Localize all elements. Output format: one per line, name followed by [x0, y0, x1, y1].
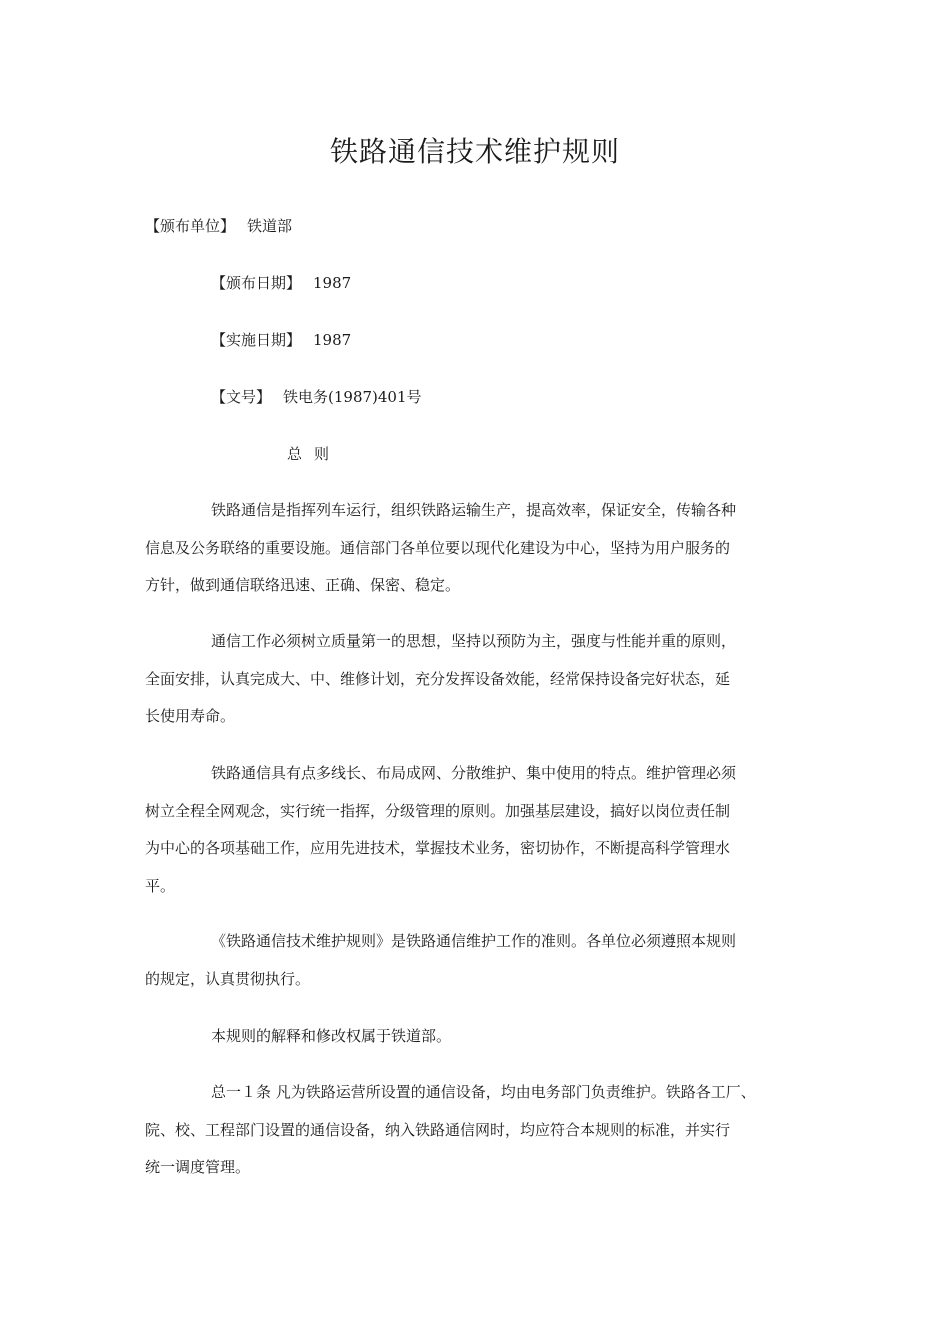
meta-label: 【实施日期】 — [211, 331, 302, 349]
paragraph-line: 全面安排，认真完成大、中、维修计划，充分发挥设备效能，经常保持设备完好状态，延 — [145, 669, 731, 688]
paragraph-line: 的规定，认真贯彻执行。 — [145, 969, 311, 988]
paragraph-3 — [145, 755, 805, 905]
meta-document-number — [211, 386, 422, 408]
meta-value: 1987 — [313, 331, 352, 349]
paragraph-1 — [145, 492, 805, 605]
section-heading — [287, 443, 329, 465]
paragraph-line: 铁路通信是指挥列车运行，组织铁路运输生产，提高效率，保证安全，传输各种 — [211, 501, 737, 519]
meta-value: 铁电务(1987)401号 — [283, 388, 422, 406]
paragraph-line: 总一１条 凡为铁路运营所设置的通信设备，均由电务部门负责维护。铁路各工厂、 — [211, 1083, 756, 1101]
paragraph-line: 方针，做到通信联络迅速、正确、保密、稳定。 — [145, 576, 461, 594]
paragraph-line: 本规则的解释和修改权属于铁道部。 — [211, 1027, 452, 1045]
paragraph-5 — [145, 1018, 805, 1056]
meta-label: 【文号】 — [211, 388, 272, 406]
document-title: 铁路通信技术维护规则 — [329, 135, 620, 168]
paragraph-line: 《铁路通信技术维护规则》是铁路通信维护工作的准则。各单位必须遵照本规则 — [211, 932, 737, 950]
meta-value: 铁道部 — [247, 217, 293, 235]
paragraph-line: 统一调度管理。 — [145, 1158, 251, 1176]
meta-effective-date — [211, 329, 351, 351]
paragraph-line: 树立全程全网观念，实行统一指挥，分级管理的原则。加强基层建设，搞好以岗位责任制 — [145, 801, 731, 820]
meta-label: 【颁布日期】 — [211, 274, 302, 292]
paragraph-6 — [145, 1074, 805, 1187]
paragraph-line: 平。 — [145, 876, 176, 895]
paragraph-line: 为中心的各项基础工作，应用先进技术，掌握技术业务，密切协作，不断提高科学管理水 — [145, 839, 731, 857]
meta-value: 1987 — [313, 274, 352, 292]
section-heading-char: 则 — [314, 445, 330, 463]
section-heading-char: 总 — [287, 445, 303, 463]
paragraph-2 — [145, 623, 805, 736]
paragraph-line: 院、校、工程部门设置的通信设备，纳入铁路通信网时，均应符合本规则的标准，并实行 — [145, 1120, 731, 1139]
paragraph-line: 信息及公务联络的重要设施。通信部门各单位要以现代化建设为中心，坚持为用户服务的 — [145, 538, 731, 557]
paragraph-4 — [145, 923, 805, 998]
paragraph-line: 通信工作必须树立质量第一的思想，坚持以预防为主，强度与性能并重的原则， — [211, 632, 737, 650]
meta-issue-date — [211, 272, 351, 294]
paragraph-line: 长使用寿命。 — [145, 707, 236, 725]
meta-label: 【颁布单位】 — [145, 217, 236, 235]
paragraph-line: 铁路通信具有点多线长、布局成网、分散维护、集中使用的特点。维护管理必须 — [211, 764, 737, 782]
meta-issuing-unit — [145, 215, 292, 237]
